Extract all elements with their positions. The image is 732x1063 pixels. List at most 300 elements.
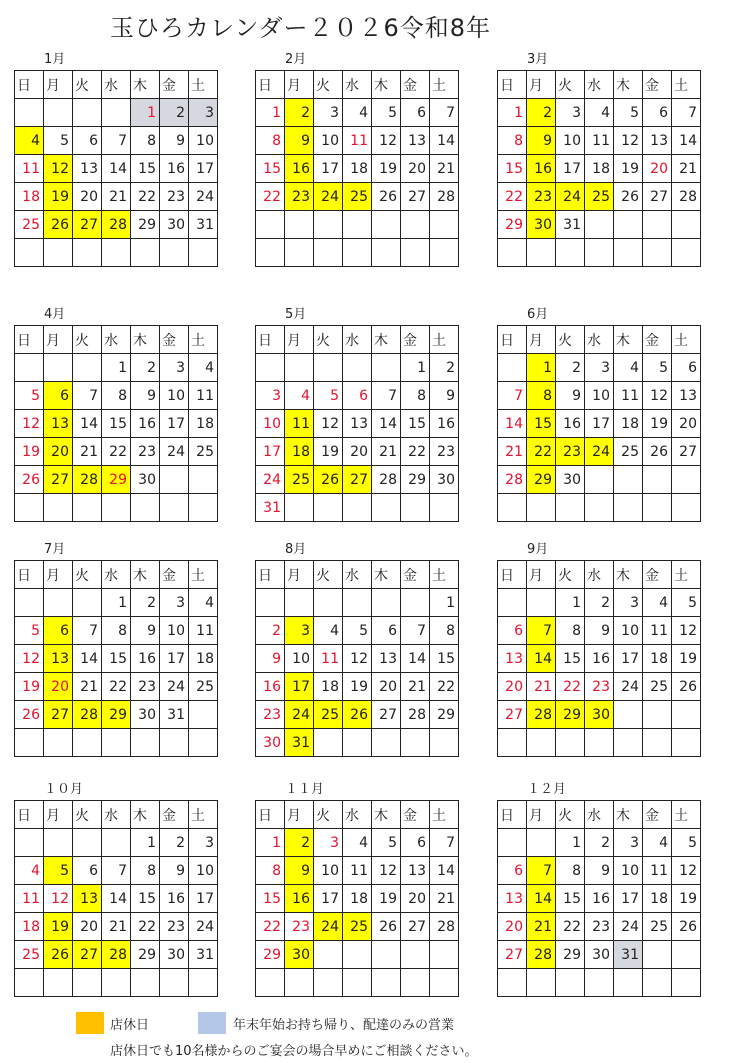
- month-calendar: [255, 307, 459, 522]
- day-cell: 20: [73, 183, 102, 211]
- day-cell: 26: [343, 701, 372, 729]
- month-table: [255, 560, 459, 757]
- weekday-header: 金: [401, 801, 430, 829]
- empty-cell: [73, 729, 102, 757]
- day-cell: 28: [372, 466, 401, 494]
- empty-cell: [256, 239, 285, 267]
- day-cell: 17: [314, 155, 343, 183]
- day-cell: 19: [15, 438, 44, 466]
- weekday-header: 木: [372, 801, 401, 829]
- empty-cell: [498, 729, 527, 757]
- empty-cell: [527, 494, 556, 522]
- day-cell: 21: [73, 673, 102, 701]
- day-cell: 3: [256, 382, 285, 410]
- day-cell: 11: [614, 382, 643, 410]
- empty-cell: [73, 99, 102, 127]
- day-cell: 29: [102, 466, 131, 494]
- day-cell: 11: [314, 645, 343, 673]
- weekday-header: 水: [585, 326, 614, 354]
- empty-cell: [556, 239, 585, 267]
- day-cell: 12: [672, 857, 701, 885]
- day-cell: 29: [430, 701, 459, 729]
- empty-cell: [15, 494, 44, 522]
- empty-cell: [314, 729, 343, 757]
- empty-cell: [131, 729, 160, 757]
- day-cell: 28: [401, 701, 430, 729]
- day-cell: 13: [401, 857, 430, 885]
- week-row: [498, 829, 701, 857]
- weekday-header: 水: [102, 561, 131, 589]
- day-cell: 5: [672, 829, 701, 857]
- day-cell: 9: [430, 382, 459, 410]
- empty-cell: [73, 969, 102, 997]
- day-cell: 1: [102, 589, 131, 617]
- day-cell: 11: [285, 410, 314, 438]
- empty-cell: [44, 729, 73, 757]
- day-cell: 31: [285, 729, 314, 757]
- takeout-swatch: [198, 1012, 226, 1034]
- day-cell: 12: [314, 410, 343, 438]
- day-cell: 7: [73, 617, 102, 645]
- weekday-header: 金: [401, 561, 430, 589]
- weekday-header: 火: [314, 71, 343, 99]
- day-cell: 7: [672, 99, 701, 127]
- weekday-header: 月: [44, 71, 73, 99]
- week-row: [256, 589, 459, 617]
- week-row: [256, 438, 459, 466]
- day-cell: 18: [314, 673, 343, 701]
- weekday-header: 金: [160, 326, 189, 354]
- day-cell: 18: [189, 410, 218, 438]
- week-row: [498, 155, 701, 183]
- empty-cell: [343, 969, 372, 997]
- day-cell: 5: [672, 589, 701, 617]
- day-cell: 13: [498, 885, 527, 913]
- day-cell: 7: [102, 127, 131, 155]
- day-cell: 14: [401, 645, 430, 673]
- month-table: [14, 800, 218, 997]
- day-cell: 10: [256, 410, 285, 438]
- week-row: [498, 729, 701, 757]
- month-table: [255, 70, 459, 267]
- day-cell: 8: [256, 127, 285, 155]
- day-cell: 22: [498, 183, 527, 211]
- empty-cell: [160, 239, 189, 267]
- weekday-header: 金: [401, 326, 430, 354]
- week-row: [256, 885, 459, 913]
- weekday-header: 火: [73, 561, 102, 589]
- empty-cell: [527, 969, 556, 997]
- weekday-header: 火: [73, 326, 102, 354]
- day-cell: 17: [160, 410, 189, 438]
- day-cell: 31: [614, 941, 643, 969]
- empty-cell: [585, 729, 614, 757]
- day-cell: 24: [585, 438, 614, 466]
- week-row: [498, 354, 701, 382]
- day-cell: 14: [527, 645, 556, 673]
- empty-cell: [189, 701, 218, 729]
- empty-cell: [372, 941, 401, 969]
- empty-cell: [314, 354, 343, 382]
- weekday-header: 木: [131, 326, 160, 354]
- empty-cell: [256, 589, 285, 617]
- week-row: [15, 382, 218, 410]
- day-cell: 30: [585, 941, 614, 969]
- day-cell: 17: [285, 673, 314, 701]
- day-cell: 16: [585, 645, 614, 673]
- empty-cell: [498, 494, 527, 522]
- day-cell: 21: [527, 673, 556, 701]
- day-cell: 4: [189, 589, 218, 617]
- empty-cell: [160, 729, 189, 757]
- day-cell: 26: [314, 466, 343, 494]
- weekday-header: 土: [189, 326, 218, 354]
- week-row: [498, 913, 701, 941]
- day-cell: 27: [73, 941, 102, 969]
- day-cell: 13: [73, 885, 102, 913]
- empty-cell: [372, 969, 401, 997]
- day-cell: 15: [498, 155, 527, 183]
- day-cell: 23: [527, 183, 556, 211]
- day-cell: 20: [672, 410, 701, 438]
- empty-cell: [372, 494, 401, 522]
- day-cell: 17: [314, 885, 343, 913]
- week-row: [15, 617, 218, 645]
- empty-cell: [430, 239, 459, 267]
- week-row: [498, 673, 701, 701]
- empty-cell: [372, 239, 401, 267]
- day-cell: 13: [44, 645, 73, 673]
- day-cell: 9: [131, 617, 160, 645]
- day-cell: 11: [189, 617, 218, 645]
- day-cell: 6: [44, 382, 73, 410]
- day-cell: 27: [643, 183, 672, 211]
- weekday-header: 土: [189, 561, 218, 589]
- day-cell: 20: [343, 438, 372, 466]
- closed-swatch: [76, 1012, 104, 1034]
- week-row: [256, 239, 459, 267]
- weekday-header: 土: [189, 71, 218, 99]
- weekday-header: 日: [498, 561, 527, 589]
- empty-cell: [527, 589, 556, 617]
- day-cell: 14: [102, 155, 131, 183]
- day-cell: 22: [401, 438, 430, 466]
- weekday-header: 月: [527, 71, 556, 99]
- empty-cell: [498, 239, 527, 267]
- day-cell: 21: [401, 673, 430, 701]
- day-cell: 22: [556, 913, 585, 941]
- day-cell: 8: [131, 127, 160, 155]
- day-cell: 5: [44, 857, 73, 885]
- day-cell: 25: [343, 913, 372, 941]
- empty-cell: [15, 829, 44, 857]
- day-cell: 24: [256, 466, 285, 494]
- weekday-header: 木: [131, 801, 160, 829]
- day-cell: 7: [498, 382, 527, 410]
- day-cell: 20: [372, 673, 401, 701]
- day-cell: 11: [643, 617, 672, 645]
- week-row: [498, 617, 701, 645]
- closed-legend-label: 店休日: [110, 1018, 150, 1033]
- day-cell: 9: [585, 857, 614, 885]
- empty-cell: [73, 494, 102, 522]
- empty-cell: [314, 239, 343, 267]
- empty-cell: [430, 941, 459, 969]
- day-cell: 12: [15, 410, 44, 438]
- day-cell: 30: [585, 701, 614, 729]
- weekday-header: 金: [401, 71, 430, 99]
- empty-cell: [430, 729, 459, 757]
- day-cell: 2: [585, 589, 614, 617]
- day-cell: 4: [15, 857, 44, 885]
- week-row: [15, 729, 218, 757]
- day-cell: 12: [614, 127, 643, 155]
- day-cell: 20: [643, 155, 672, 183]
- empty-cell: [401, 494, 430, 522]
- empty-cell: [314, 941, 343, 969]
- empty-cell: [73, 354, 102, 382]
- empty-cell: [498, 829, 527, 857]
- day-cell: 26: [15, 466, 44, 494]
- week-row: [15, 941, 218, 969]
- empty-cell: [15, 969, 44, 997]
- legend-note: 店休日でも10名様からのご宴会の場合早めにご相談ください。: [110, 1044, 478, 1059]
- weekday-header: 日: [256, 71, 285, 99]
- day-cell: 9: [256, 645, 285, 673]
- week-row: [498, 701, 701, 729]
- day-cell: 17: [614, 645, 643, 673]
- day-cell: 28: [73, 466, 102, 494]
- weekday-header: 水: [102, 326, 131, 354]
- empty-cell: [343, 589, 372, 617]
- page-title: 玉ひろカレンダー２０２6令和8年: [110, 14, 491, 42]
- month-table: [497, 800, 701, 997]
- weekday-header: 火: [73, 71, 102, 99]
- week-row: [15, 239, 218, 267]
- day-cell: 3: [189, 829, 218, 857]
- empty-cell: [44, 589, 73, 617]
- day-cell: 3: [556, 99, 585, 127]
- week-row: [498, 382, 701, 410]
- week-row: [498, 885, 701, 913]
- day-cell: 29: [498, 211, 527, 239]
- empty-cell: [401, 969, 430, 997]
- empty-cell: [256, 354, 285, 382]
- day-cell: 8: [498, 127, 527, 155]
- week-row: [498, 127, 701, 155]
- month-label: １１月: [285, 782, 325, 797]
- week-row: [15, 829, 218, 857]
- weekday-header: 日: [498, 801, 527, 829]
- day-cell: 24: [160, 673, 189, 701]
- day-cell: 3: [614, 829, 643, 857]
- weekday-header: 土: [672, 326, 701, 354]
- day-cell: 7: [102, 857, 131, 885]
- weekday-header: 木: [614, 801, 643, 829]
- week-row: [256, 829, 459, 857]
- day-cell: 28: [102, 941, 131, 969]
- day-cell: 17: [189, 155, 218, 183]
- day-cell: 9: [131, 382, 160, 410]
- empty-cell: [314, 494, 343, 522]
- month-calendar: [14, 52, 218, 267]
- week-row: [256, 494, 459, 522]
- day-cell: 1: [256, 829, 285, 857]
- empty-cell: [102, 494, 131, 522]
- day-cell: 2: [285, 99, 314, 127]
- week-row: [256, 617, 459, 645]
- day-cell: 20: [498, 673, 527, 701]
- week-row: [256, 155, 459, 183]
- day-cell: 1: [401, 354, 430, 382]
- day-cell: 28: [527, 941, 556, 969]
- day-cell: 2: [131, 354, 160, 382]
- weekday-header: 水: [102, 71, 131, 99]
- day-cell: 4: [643, 589, 672, 617]
- week-row: [15, 466, 218, 494]
- day-cell: 9: [160, 857, 189, 885]
- day-cell: 25: [285, 466, 314, 494]
- day-cell: 21: [102, 913, 131, 941]
- day-cell: 19: [343, 673, 372, 701]
- weekday-header: 金: [643, 71, 672, 99]
- day-cell: 3: [160, 589, 189, 617]
- month-calendar: [14, 542, 218, 757]
- week-row: [15, 410, 218, 438]
- day-cell: 30: [430, 466, 459, 494]
- day-cell: 3: [614, 589, 643, 617]
- day-cell: 18: [643, 645, 672, 673]
- day-cell: 27: [498, 941, 527, 969]
- day-cell: 28: [498, 466, 527, 494]
- empty-cell: [256, 969, 285, 997]
- weekday-header: 水: [343, 71, 372, 99]
- week-row: [15, 885, 218, 913]
- empty-cell: [585, 211, 614, 239]
- day-cell: 28: [527, 701, 556, 729]
- day-cell: 9: [160, 127, 189, 155]
- month-table: [14, 560, 218, 757]
- day-cell: 15: [556, 645, 585, 673]
- day-cell: 19: [672, 645, 701, 673]
- day-cell: 6: [44, 617, 73, 645]
- day-cell: 23: [556, 438, 585, 466]
- empty-cell: [189, 494, 218, 522]
- day-cell: 19: [614, 155, 643, 183]
- day-cell: 7: [527, 617, 556, 645]
- weekday-header: 金: [643, 801, 672, 829]
- week-row: [256, 913, 459, 941]
- empty-cell: [285, 211, 314, 239]
- day-cell: 8: [401, 382, 430, 410]
- day-cell: 28: [102, 211, 131, 239]
- empty-cell: [585, 466, 614, 494]
- day-cell: 19: [372, 885, 401, 913]
- day-cell: 25: [585, 183, 614, 211]
- day-cell: 29: [131, 211, 160, 239]
- empty-cell: [643, 239, 672, 267]
- day-cell: 15: [102, 645, 131, 673]
- day-cell: 2: [585, 829, 614, 857]
- empty-cell: [73, 239, 102, 267]
- takeout-legend-label: 年末年始お持ち帰り、配達のみの営業: [233, 1018, 455, 1033]
- day-cell: 10: [614, 617, 643, 645]
- week-row: [15, 589, 218, 617]
- day-cell: 23: [131, 438, 160, 466]
- day-cell: 18: [643, 885, 672, 913]
- day-cell: 25: [614, 438, 643, 466]
- weekday-header: 金: [160, 801, 189, 829]
- day-cell: 21: [102, 183, 131, 211]
- day-cell: 26: [372, 913, 401, 941]
- weekday-header: 水: [585, 71, 614, 99]
- day-cell: 22: [102, 673, 131, 701]
- month-table: [14, 325, 218, 522]
- weekday-header: 金: [160, 71, 189, 99]
- day-cell: 24: [314, 913, 343, 941]
- day-cell: 2: [285, 829, 314, 857]
- weekday-header: 金: [160, 561, 189, 589]
- day-cell: 27: [672, 438, 701, 466]
- day-cell: 21: [430, 155, 459, 183]
- day-cell: 22: [131, 913, 160, 941]
- day-cell: 2: [556, 354, 585, 382]
- month-calendar: [497, 307, 701, 522]
- empty-cell: [15, 354, 44, 382]
- weekday-header: 水: [343, 561, 372, 589]
- day-cell: 17: [256, 438, 285, 466]
- day-cell: 15: [527, 410, 556, 438]
- day-cell: 3: [189, 99, 218, 127]
- day-cell: 4: [314, 617, 343, 645]
- empty-cell: [498, 354, 527, 382]
- empty-cell: [102, 829, 131, 857]
- weekday-header: 月: [44, 801, 73, 829]
- month-label: 3月: [527, 52, 549, 67]
- weekday-header: 日: [15, 561, 44, 589]
- day-cell: 25: [189, 438, 218, 466]
- day-cell: 14: [430, 127, 459, 155]
- day-cell: 7: [73, 382, 102, 410]
- empty-cell: [614, 239, 643, 267]
- week-row: [498, 969, 701, 997]
- day-cell: 24: [285, 701, 314, 729]
- empty-cell: [343, 729, 372, 757]
- empty-cell: [314, 211, 343, 239]
- day-cell: 23: [160, 913, 189, 941]
- weekday-header: 日: [256, 561, 285, 589]
- month-calendar: [255, 52, 459, 267]
- weekday-header: 火: [314, 561, 343, 589]
- month-calendar: [14, 782, 218, 997]
- weekday-header: 火: [556, 71, 585, 99]
- empty-cell: [15, 99, 44, 127]
- empty-cell: [372, 729, 401, 757]
- weekday-header: 月: [44, 326, 73, 354]
- month-calendar: [497, 782, 701, 997]
- weekday-header: 土: [189, 801, 218, 829]
- day-cell: 19: [372, 155, 401, 183]
- day-cell: 15: [430, 645, 459, 673]
- day-cell: 6: [401, 99, 430, 127]
- week-row: [498, 941, 701, 969]
- day-cell: 12: [672, 617, 701, 645]
- empty-cell: [102, 969, 131, 997]
- day-cell: 14: [73, 410, 102, 438]
- day-cell: 11: [189, 382, 218, 410]
- day-cell: 22: [556, 673, 585, 701]
- day-cell: 5: [372, 99, 401, 127]
